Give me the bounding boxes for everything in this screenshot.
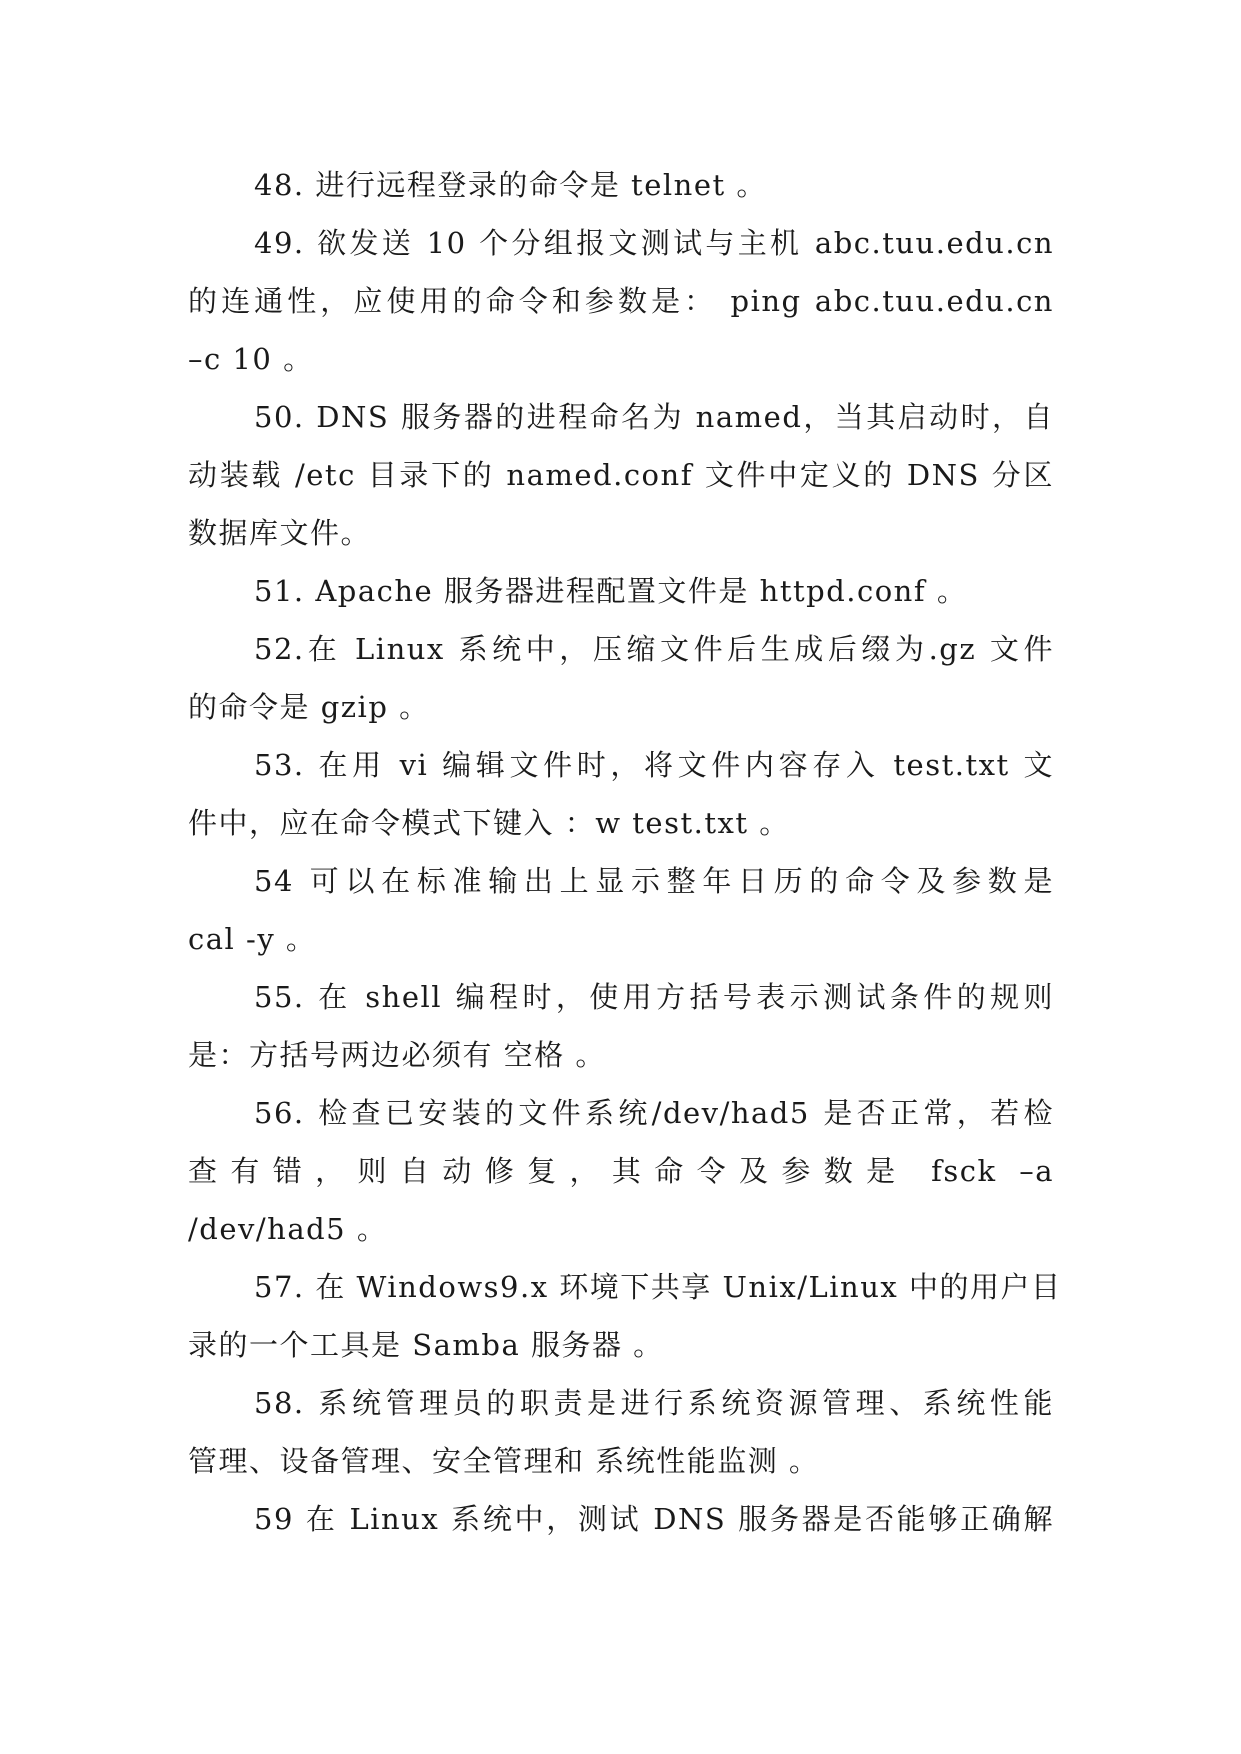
text-line-q57-b: 录的一个工具是 Samba 服务器 。 [188,1328,664,1362]
text-line-q56-b: 查有错，则自动修复，其命令及参数是 fsck –a [188,1154,1054,1188]
text-line-q55-b: 是：方括号两边必须有 空格 。 [188,1038,606,1072]
text-line-q50-b: 动装载 /etc 目录下的 named.conf 文件中定义的 DNS 分区 [188,458,1054,492]
text-line-q54-a: 54 可以在标准输出上显示整年日历的命令及参数是 [254,864,1054,898]
text-line-q54-b: cal -y 。 [188,922,317,956]
text-line-q52-b: 的命令是 gzip 。 [188,690,430,724]
text-line-q49-c: –c 10 。 [188,342,314,376]
text-line-q56-a: 56. 检查已安装的文件系统/dev/had5 是否正常，若检 [254,1096,1054,1130]
text-line-q52-a: 52.在 Linux 系统中，压缩文件后生成后缀为.gz 文件 [254,632,1054,666]
text-line-q53-a: 53. 在用 vi 编辑文件时，将文件内容存入 test.txt 文 [254,748,1054,782]
text-line-q51: 51. Apache 服务器进程配置文件是 httpd.conf 。 [254,574,968,608]
text-line-q50-a: 50. DNS 服务器的进程命名为 named，当其启动时，自 [254,400,1054,434]
text-line-q57-a: 57. 在 Windows9.x 环境下共享 Unix/Linux 中的用户目 [254,1270,1062,1304]
text-line-q53-b: 件中，应在命令模式下键入 ：w test.txt 。 [188,806,790,840]
text-line-q50-c: 数据库文件。 [188,516,372,550]
text-line-q59-a: 59 在 Linux 系统中，测试 DNS 服务器是否能够正确解 [254,1502,1054,1536]
text-line-q55-a: 55. 在 shell 编程时，使用方括号表示测试条件的规则 [254,980,1054,1014]
text-line-q48: 48. 进行远程登录的命令是 telnet 。 [254,168,767,202]
text-line-q56-c: /dev/had5 。 [188,1212,388,1246]
text-line-q58-a: 58. 系统管理员的职责是进行系统资源管理、系统性能 [254,1386,1054,1420]
text-line-q49-b: 的连通性，应使用的命令和参数是： ping abc.tuu.edu.cn [188,284,1054,318]
text-line-q49-a: 49. 欲发送 10 个分组报文测试与主机 abc.tuu.edu.cn [254,226,1054,260]
text-line-q58-b: 管理、设备管理、安全管理和 系统性能监测 。 [188,1444,820,1478]
